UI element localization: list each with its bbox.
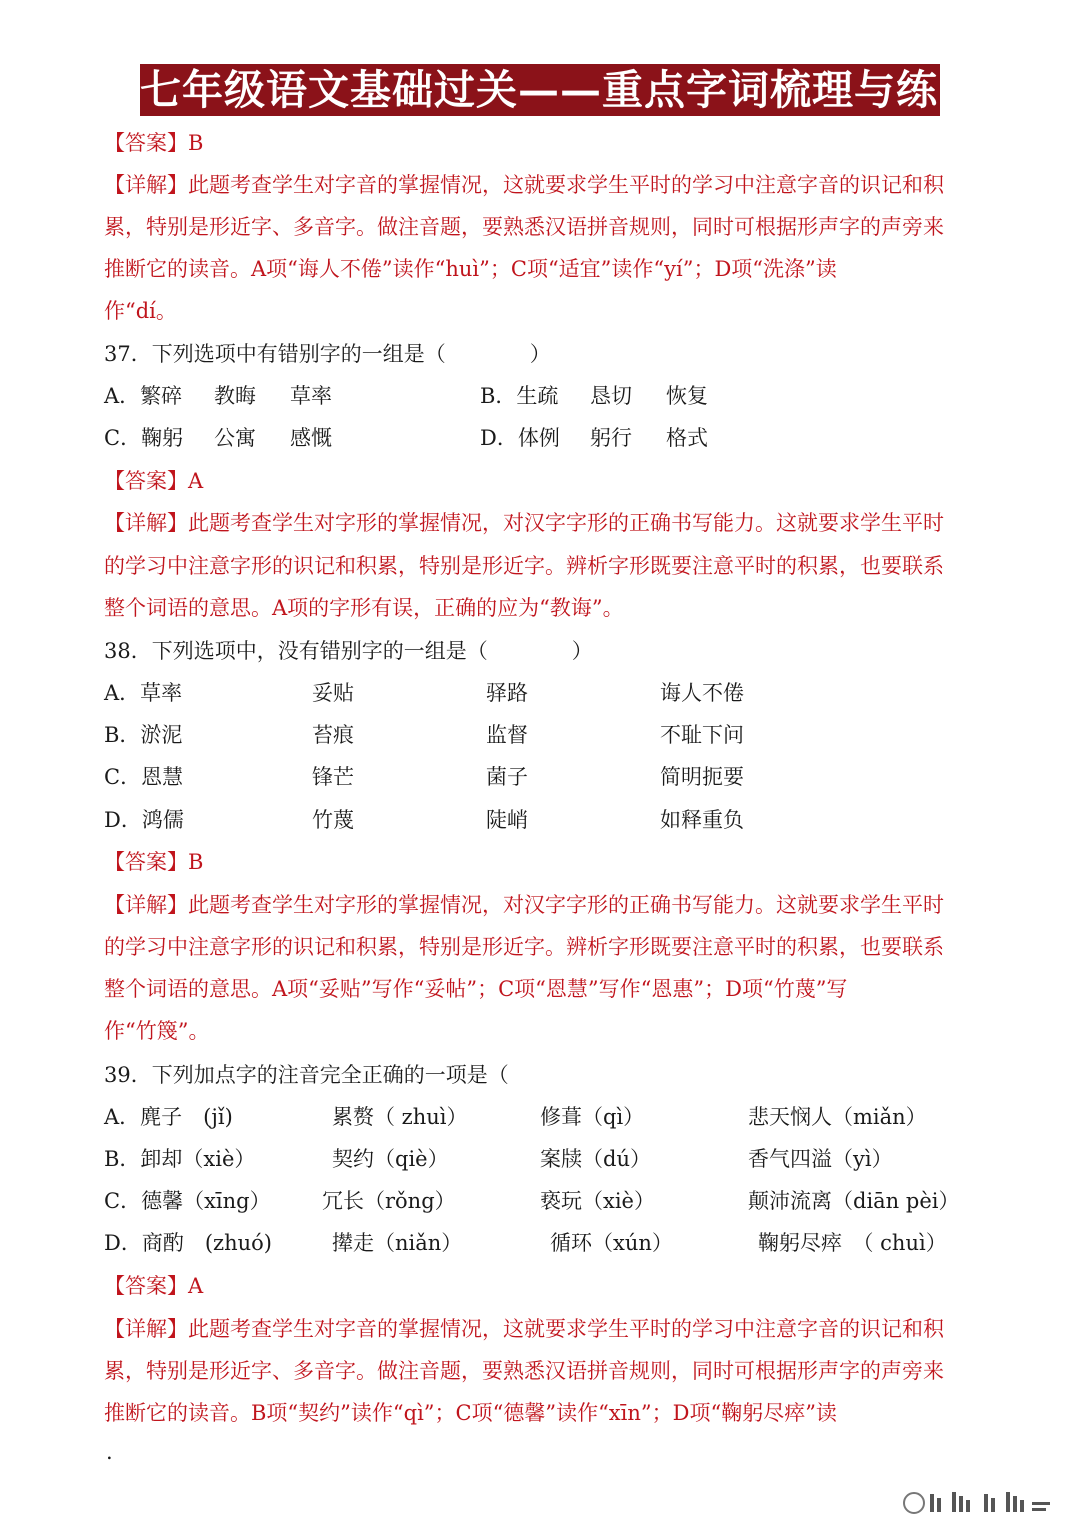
question-39: 39．下列加点字的注音完全正确的一项是（ — [104, 1063, 509, 1087]
option-row: B．淤泥 苔痕 监督 不耻下问 — [104, 723, 744, 747]
explain-tag: 【详解】 — [104, 511, 188, 535]
option-row: A．繁碎 教晦 草率 B．生疏 恳切 恢复 — [104, 384, 708, 408]
answer-value: A — [188, 1274, 204, 1298]
explanation-line: 推断它的读音。A项“诲人不倦”读作“huì”；C项“适宜”读作“yí”；D项“洗涤”读 — [104, 257, 837, 281]
watermark-icons — [900, 1488, 1060, 1518]
option-row: B．卸却（xiè） 契约（qiè） 案牍（dú） 香气四溢（yì） — [104, 1147, 893, 1171]
option-row: D．鸿儒 竹蔑 陡峭 如释重负 — [104, 808, 744, 832]
option-row: A．麂子 (jǐ) 累赘（ zhuì） 修葺（qì） 悲天悯人（miǎn） — [104, 1105, 927, 1129]
question-38: 38．下列选项中，没有错别字的一组是（ ） — [104, 639, 593, 663]
answer-tag: 【答案】 — [104, 469, 188, 493]
explanation-line: 整个词语的意思。A项的字形有误，正确的应为“教诲”。 — [104, 596, 624, 620]
option-row: C．恩慧 锋芒 菌子 简明扼要 — [104, 765, 744, 789]
answer-line — [104, 460, 984, 502]
option-row: C．德馨（xīng） 冗长（rǒng） 亵玩（xiè） 颠沛流离（diān pèi） — [104, 1189, 960, 1213]
answer-tag: 【答案】 — [104, 131, 188, 155]
explanation-line: 的学习中注意字形的识记和积累，特别是形近字。辨析字形既要注意平时的积累，也要联系 — [104, 935, 944, 959]
explanation-line: 【详解】此题考查学生对字音的掌握情况，这就要求学生平时的学习中注意字音的识记和积 — [104, 1317, 944, 1341]
explain-tag: 【详解】 — [104, 893, 188, 917]
answer-line — [104, 1265, 984, 1307]
explanation-line: 累，特别是形近字、多音字。做注音题，要熟悉汉语拼音规则，同时可根据形声字的声旁来 — [104, 215, 944, 239]
page-title: 七年级语文基础过关——重点字词梳理与练习 — [140, 66, 980, 114]
option-row: A．草率 妥贴 驿路 诲人不倦 — [104, 681, 744, 705]
bars-icon — [900, 1488, 1060, 1518]
answer-tag: 【答案】 — [104, 850, 188, 874]
answer-line — [104, 122, 984, 164]
explanation-line: 【详解】此题考查学生对字形的掌握情况，对汉字字形的正确书写能力。这就要求学生平时 — [104, 511, 944, 535]
explanation-line: 【详解】此题考查学生对字音的掌握情况，这就要求学生平时的学习中注意字音的识记和积 — [104, 173, 944, 197]
answer-value: B — [188, 131, 204, 155]
explanation-line: 【详解】此题考查学生对字形的掌握情况，对汉字字形的正确书写能力。这就要求学生平时 — [104, 893, 944, 917]
explanation-line: 作“dí。 — [104, 299, 177, 323]
question-37: 37．下列选项中有错别字的一组是（ ） — [104, 342, 551, 366]
explain-tag: 【详解】 — [104, 1317, 188, 1341]
explanation-line: 的学习中注意字形的识记和积累，特别是形近字。辨析字形既要注意平时的积累，也要联系 — [104, 554, 944, 578]
answer-tag: 【答案】 — [104, 1274, 188, 1298]
answer-line — [104, 841, 984, 883]
answer-value: A — [188, 469, 204, 493]
explanation-line: 推断它的读音。B项“契约”读作“qì”；C项“德馨”读作“xīn”；D项“鞠躬尽瘁”读 — [104, 1401, 837, 1425]
answer-value: B — [188, 850, 204, 874]
trailing-dot: . — [106, 1440, 113, 1464]
explanation-line: 累，特别是形近字、多音字。做注音题，要熟悉汉语拼音规则，同时可根据形声字的声旁来 — [104, 1359, 944, 1383]
explain-tag: 【详解】 — [104, 173, 188, 197]
option-row: D．商酌 (zhuó) 撵走（niǎn） 循环（xún） 鞠躬尽瘁 （ chuì） — [104, 1231, 947, 1255]
explanation-line: 作“竹篾”。 — [104, 1019, 210, 1043]
option-row: C．鞠躬 公寓 感慨 D．体例 躬行 格式 — [104, 426, 708, 450]
explanation-line: 整个词语的意思。A项“妥贴”写作“妥帖”；C项“恩慧”写作“恩惠”；D项“竹蔑”写 — [104, 977, 848, 1001]
